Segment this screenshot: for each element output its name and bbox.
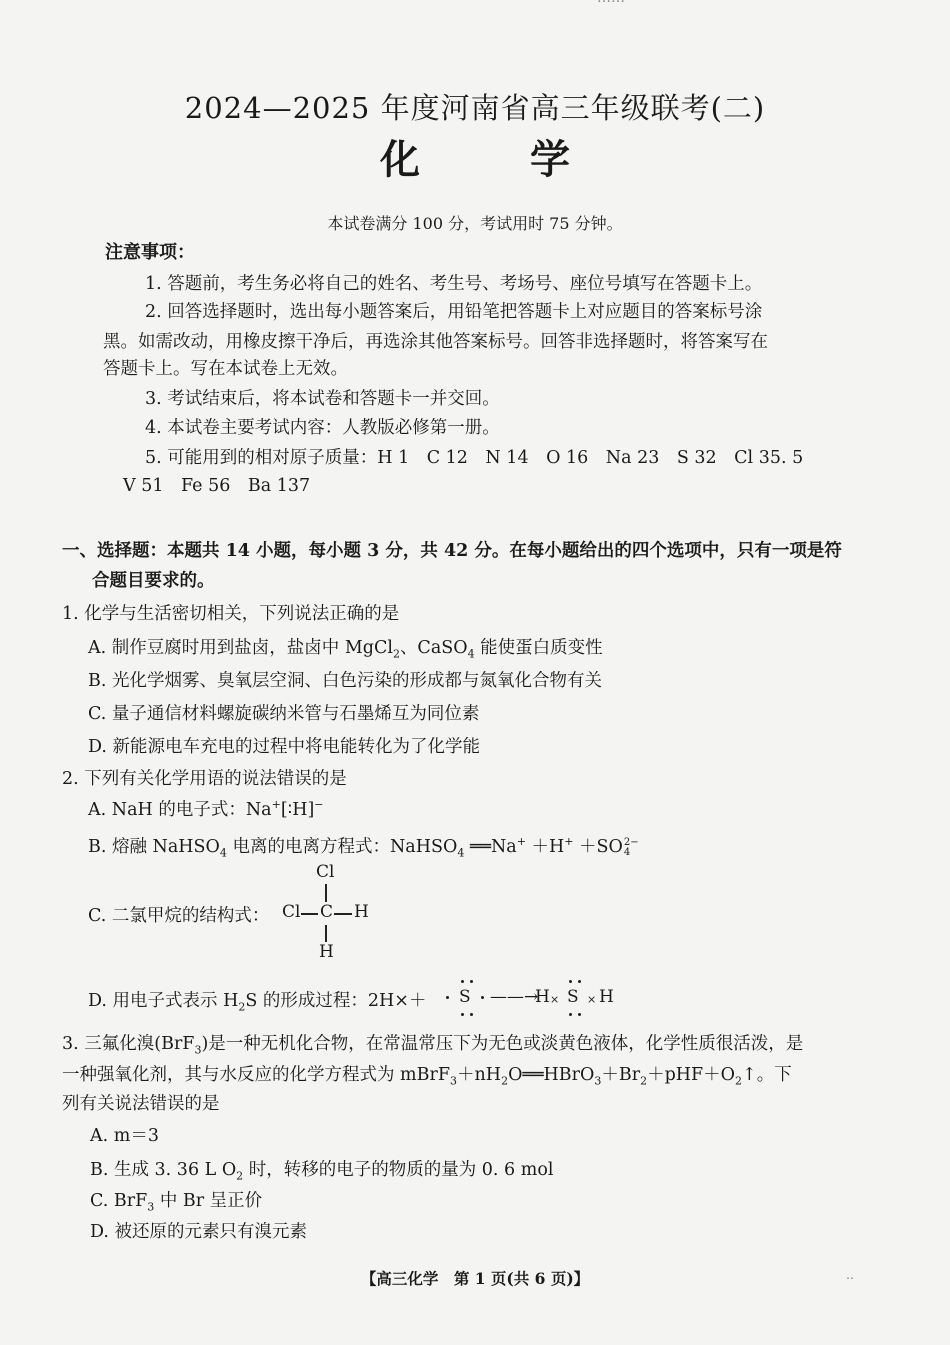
atom-h-1: H xyxy=(535,987,550,1007)
electron-dot xyxy=(569,980,572,983)
electron-dot xyxy=(578,980,581,983)
note-5-line-1: 5. 可能用到的相对原子质量：H 1 C 12 N 14 O 16 Na 23 S 32 Cl 35. 5 xyxy=(145,448,804,468)
bond-top xyxy=(325,884,327,902)
note-5-line-2: V 51 Fe 56 Ba 137 xyxy=(123,476,311,496)
q3-stem-line-3: 列有关说法错误的是 xyxy=(62,1094,220,1114)
bond-bottom xyxy=(325,925,327,942)
electron-dot xyxy=(461,1013,464,1016)
atom-s: S xyxy=(459,987,471,1007)
atom-s-product: S xyxy=(567,987,579,1007)
atom-h-right: H xyxy=(354,902,369,922)
electron-dot xyxy=(569,1013,572,1016)
q3-option-c: C. BrF$_3$ 中 Br 呈正价 xyxy=(90,1191,263,1214)
q2-option-b: B. 熔融 NaHSO$_4$ 电离的电离方程式：NaHSO$_4$ ══Na+ ＋H+ ＋SO 2− 4 xyxy=(88,835,639,860)
section-1-heading: 一、选择题：本题共 14 小题，每小题 3 分，共 42 分。在每小题给出的四个选项中，只有一项是符 xyxy=(62,541,842,561)
q3-stem-line-2: 一种强氧化剂，其与水反应的化学方程式为 $mBrF_3+nH_2O══HBrO_3+Br_2+pHF+O_2↑$。下 xyxy=(62,1065,792,1088)
atom-h-bottom: H xyxy=(319,942,334,962)
electron-dot xyxy=(446,996,449,999)
atom-cl-top: Cl xyxy=(316,862,335,882)
bond-left xyxy=(301,913,318,915)
q1-option-a: A. 制作豆腐时用到盐卤，盐卤中 MgCl$_2$、CaSO$_4$ 能使蛋白质变性 xyxy=(88,638,603,661)
exam-title: 2024—2025 年度河南省高三年级联考(二) xyxy=(184,91,766,125)
q1-option-b: B. 光化学烟雾、臭氧层空洞、白色污染的形成都与氮氧化合物有关 xyxy=(88,671,602,691)
q3-stem-line-1: 3. 三氟化溴(BrF$_3$)是一种无机化合物，在常温常压下为无色或淡黄色液体，化学性质很活泼，是 xyxy=(62,1034,804,1057)
note-2-line-1: 2. 回答选择题时，选出每小题答案后，用铅笔把答题卡上对应题目的答案标号涂 xyxy=(145,302,763,322)
page-footer: 【高三化学 第 1 页(共 6 页)】 xyxy=(360,1269,590,1288)
electron-dot xyxy=(470,980,473,983)
note-2-line-2: 黑。如需改动，用橡皮擦干净后，再选涂其他答案标号。回答非选择题时，将答案写在 xyxy=(103,332,768,352)
q3-option-a: A. m＝3 xyxy=(90,1126,159,1146)
note-3: 3. 考试结束后，将本试卷和答题卡一并交回。 xyxy=(145,389,500,409)
reaction-arrow: ——→ xyxy=(490,987,539,1007)
shared-electron-x: × xyxy=(587,993,597,1006)
electron-dot xyxy=(470,1013,473,1016)
atom-c: C xyxy=(320,902,334,922)
note-2-line-3: 答题卡上。写在本试卷上无效。 xyxy=(103,359,348,379)
electron-dot xyxy=(578,1013,581,1016)
q1-option-c: C. 量子通信材料螺旋碳纳米管与石墨烯互为同位素 xyxy=(88,704,480,724)
top-edge-mark xyxy=(597,0,625,6)
q2-option-d: D. 用电子式表示 $H_2S$ 的形成过程：2H×＋ xyxy=(88,991,427,1014)
corner-mark: ‥ xyxy=(846,1268,855,1282)
q1-stem: 1. 化学与生活密切相关，下列说法正确的是 xyxy=(62,604,400,624)
atom-cl-left: Cl xyxy=(282,902,301,922)
electron-dot xyxy=(481,996,484,999)
section-1-heading-cont: 合题目要求的。 xyxy=(92,571,215,591)
q1-option-d: D. 新能源电车充电的过程中将电能转化为了化学能 xyxy=(88,737,481,757)
q2-option-c-label: C. 二氯甲烷的结构式： xyxy=(88,906,270,926)
note-1: 1. 答题前，考生务必将自己的姓名、考生号、考场号、座位号填写在答题卡上。 xyxy=(145,274,763,294)
shared-electron-x: × xyxy=(550,993,560,1006)
atom-h-2: H xyxy=(599,987,614,1007)
exam-intro: 本试卷满分 100 分，考试用时 75 分钟。 xyxy=(327,214,623,233)
electron-dot xyxy=(461,980,464,983)
q3-option-b: B. 生成 3. 36 L $O_2$ 时，转移的电子的物质的量为 0. 6 mol xyxy=(90,1160,554,1183)
notes-heading: 注意事项： xyxy=(105,242,195,263)
q2-stem: 2. 下列有关化学用语的说法错误的是 xyxy=(62,769,347,789)
note-4: 4. 本试卷主要考试内容：人教版必修第一册。 xyxy=(145,418,500,438)
q3-option-d: D. 被还原的元素只有溴元素 xyxy=(90,1222,308,1242)
subject-title: 化学 xyxy=(380,136,680,183)
bond-right xyxy=(334,913,352,915)
q2-option-a: A. NaH 的电子式：Na+[∶H]− xyxy=(88,798,324,820)
